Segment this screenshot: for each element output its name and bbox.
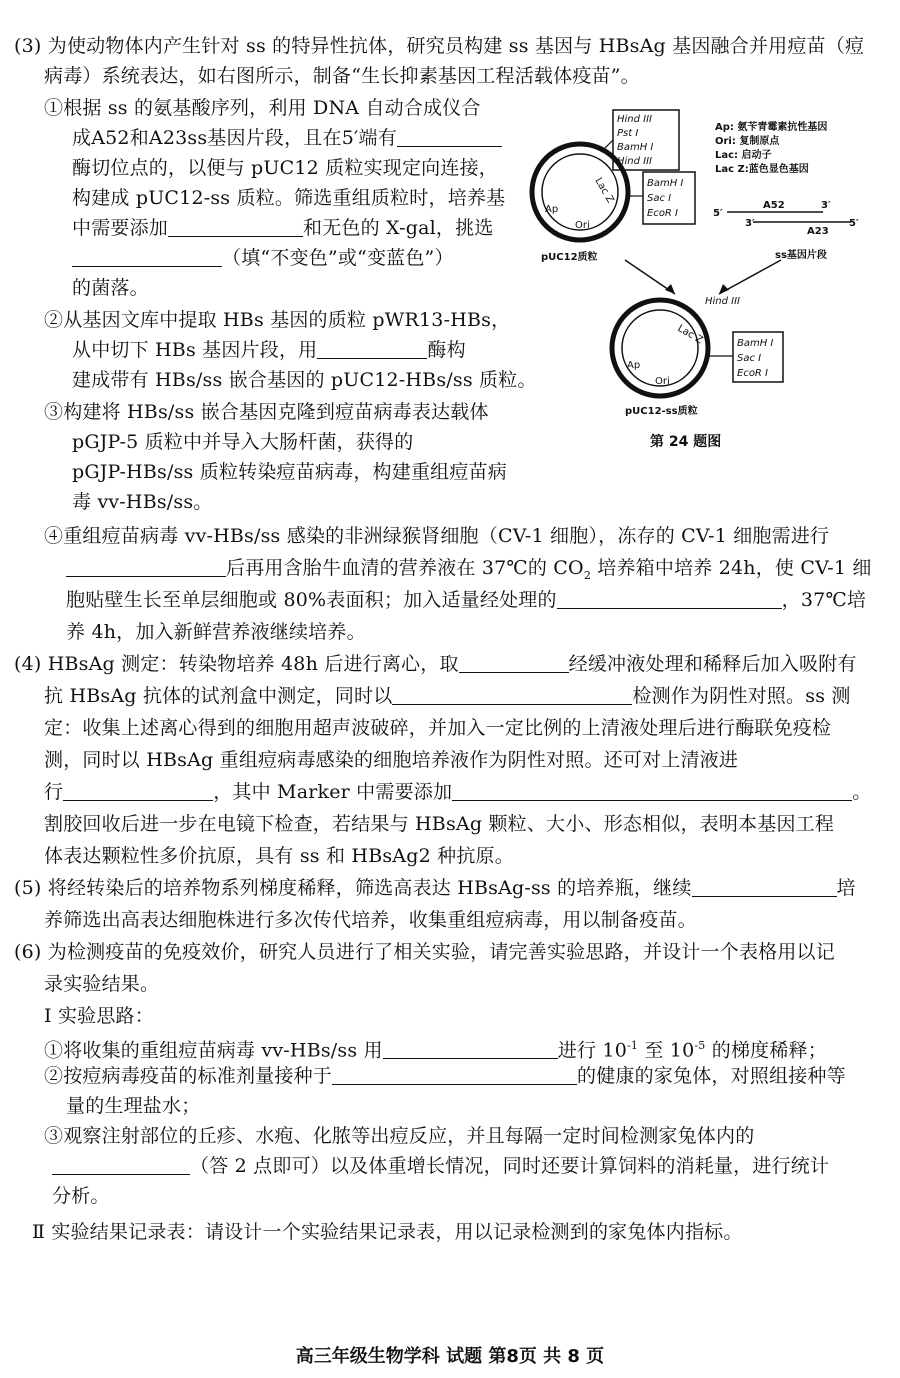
arrow-right <box>719 260 781 294</box>
q4-line5: 行 ，其中 Marker 中需要添加 。 <box>44 781 872 803</box>
legend-ori: Ori: 复制原点 <box>715 136 780 147</box>
three-prime-a52: 3′ <box>821 200 831 211</box>
q3-step3-line4: 毒 vv-HBs/ss。 <box>72 491 213 513</box>
q3-step4-line1: ④重组痘苗病毒 vv-HBs/ss 感染的非洲绿猴肾细胞（CV-1 细胞），冻存的 CV-1 细胞需进行 <box>44 525 830 547</box>
q6-line1: (6) 为检测疫苗的免疫效价，研究人员进行了相关实验，请完善实验思路，并设计一个表格用以记 <box>14 941 835 963</box>
site-pst1: Pst I <box>617 128 639 139</box>
answer-blank[interactable] <box>692 878 837 897</box>
answer-blank[interactable] <box>383 1040 558 1059</box>
q3-step2-line3: 建成带有 HBs/ss 嵌合基因的 pUC12-HBs/ss 质粒。 <box>72 369 537 391</box>
ap-label-p2: Ap <box>627 360 641 371</box>
plasmid-figure <box>505 100 895 460</box>
q3-step3-line1: ③构建将 HBs/ss 嵌合基因克隆到痘苗病毒表达载体 <box>44 401 489 423</box>
q3-step1-line3: 酶切位点的，以便与 pUC12 质粒实现定向连接， <box>72 157 498 179</box>
site-sac1: Sac I <box>647 193 672 204</box>
site-ecor1: EcoR I <box>647 208 679 219</box>
q3-step2-line2: 从中切下 HBs 基因片段，用 酶构 <box>72 339 466 361</box>
q3-step1-line6: （填“不变色”或“变蓝色”） <box>72 246 454 270</box>
q3-step4-line2: 后再用含胎牛血清的营养液在 37℃的 $CO_2$ 培养箱中培养 24h，使 CV-1 细 <box>66 556 872 588</box>
answer-blank[interactable] <box>459 654 569 673</box>
plasmid2-label: pUC12-ss质粒 <box>625 406 698 417</box>
q3-step1-line2: 成A52和A23ss基因片段，且在5′端有 <box>72 126 502 150</box>
lacz-label: Lac Z <box>592 176 616 206</box>
q4-line3: 定：收集上述离心得到的细胞用超声波破碎，并加入一定比例的上清液处理后进行酶联免疫检 <box>44 717 832 739</box>
answer-blank[interactable] <box>168 218 303 237</box>
q4-line4: 测，同时以 HBsAg 重组痘病毒感染的细胞培养液作为阴性对照。还可对上清液进 <box>44 749 739 771</box>
answer-blank[interactable] <box>397 128 502 147</box>
answer-blank[interactable] <box>52 1156 190 1175</box>
q6-idea3-end: 分析。 <box>52 1185 110 1207</box>
q6-heading-table: Ⅱ 实验结果记录表：请设计一个实验结果记录表，用以记录检测到的家兔体内指标。 <box>32 1221 743 1243</box>
q3-step1-line4: 构建成 pUC12-ss 质粒。筛选重组质粒时，培养基 <box>72 187 506 209</box>
q3-step3-line3: pGJP-HBs/ss 质粒转染痘苗病毒，构建重组痘苗病 <box>72 461 507 483</box>
q6-idea2-cont: 量的生理盐水； <box>66 1095 201 1117</box>
q6-line2: 录实验结果。 <box>44 973 160 995</box>
site-bamh1: BamH I <box>647 178 684 189</box>
q3-step2-line1: ②从基因文库中提取 HBs 基因的质粒 pWR13-HBs， <box>44 309 511 331</box>
q6-heading-ideas: Ⅰ 实验思路： <box>44 1005 154 1027</box>
q6-idea2: ②按痘病毒疫苗的标准剂量接种于 的健康的家兔体，对照组接种等 <box>44 1065 846 1087</box>
answer-blank[interactable] <box>63 782 213 801</box>
lacz-label-p2: Lac Z <box>675 323 705 347</box>
site-hind3-top: Hind III <box>617 114 653 125</box>
five-prime-a52: 5′ <box>713 208 723 219</box>
answer-blank[interactable] <box>392 686 632 705</box>
site-sac1-p2: Sac I <box>737 353 762 364</box>
fragment-label: ss基因片段 <box>775 250 827 261</box>
arrowhead-right <box>719 284 729 294</box>
site-bamh1-top: BamH I <box>617 142 654 153</box>
q3-intro-line1: (3) 为使动物体内产生针对 ss 的特异性抗体，研究员构建 ss 基因与 HBsAg 基因融合并用痘苗（痘 <box>14 35 865 57</box>
q6-idea1: ①将收集的重组痘苗病毒 vv-HBs/ss 用 进行 $10^{-1}$ 至 $10^{-5}$ 的梯度稀释； <box>44 1039 827 1062</box>
site-bamh1-p2: BamH I <box>737 338 774 349</box>
q3-step1-line1: ①根据 ss 的氨基酸序列，利用 DNA 自动合成仪合 <box>44 97 481 119</box>
q3-step1-line5: 中需要添加 和无色的 X-gal，挑选 <box>72 217 494 239</box>
q3-step4-line3: 胞贴壁生长至单层细胞或 80%表面积；加入适量经处理的 ，37℃培 <box>66 589 867 611</box>
five-prime-a23: 5′ <box>849 218 859 229</box>
answer-blank[interactable] <box>317 340 427 359</box>
site-hind3-p2: Hind III <box>705 296 741 307</box>
three-prime-a23: 3′ <box>745 218 755 229</box>
q4-line2: 抗 HBsAg 抗体的试剂盒中测定，同时以 检测作为阴性对照。ss 测 <box>44 685 851 707</box>
answer-blank[interactable] <box>66 558 226 577</box>
legend-lac: Lac: 启动子 <box>715 150 772 161</box>
legend-ap: Ap: 氨苄青霉素抗性基因 <box>715 122 828 133</box>
answer-blank[interactable] <box>332 1066 577 1085</box>
a52-label: A52 <box>763 200 785 211</box>
q3-step4-line4: 养 4h，加入新鲜营养液继续培养。 <box>66 621 366 643</box>
q4-line1: (4) HBsAg 测定：转染物培养 48h 后进行离心，取 经缓冲液处理和稀释后加入吸附有 <box>14 653 857 675</box>
ap-label: Ap <box>545 204 559 215</box>
page-footer: 高三年级生物学科 试题 第8页 共 8 页 <box>295 1346 605 1367</box>
q3-step3-line2: pGJP-5 质粒中并导入大肠杆菌，获得的 <box>72 431 414 453</box>
ori-label-p2: Ori <box>655 376 670 387</box>
ori-label: Ori <box>575 220 590 231</box>
q6-idea3: ③观察注射部位的丘疹、水疱、化脓等出痘反应，并且每隔一定时间检测家兔体内的 <box>44 1125 755 1147</box>
site-hind3-2: Hind III <box>617 156 653 167</box>
answer-blank[interactable] <box>72 248 222 267</box>
q5-line1: (5) 将经转染后的培养物系列梯度稀释，筛选高表达 HBsAg-ss 的培养瓶，继续 培 <box>14 877 856 899</box>
q4-line6: 割胶回收后进一步在电镜下检查，若结果与 HBsAg 颗粒、大小、形态相似，表明本基因工程 <box>44 813 835 835</box>
q3-intro-line2: 病毒）系统表达，如右图所示，制备“生长抑素基因工程活载体疫苗”。 <box>44 65 640 87</box>
plasmid1-label: pUC12质粒 <box>541 252 598 263</box>
arrowhead-left <box>665 284 675 294</box>
site-ecor1-p2: EcoR I <box>737 368 769 379</box>
figure-caption: 第 24 题图 <box>650 434 722 450</box>
q3-step1-line7: 的菌落。 <box>72 277 149 299</box>
answer-blank[interactable] <box>452 782 852 801</box>
q4-line7: 体表达颗粒性多价抗原，具有 ss 和 HBsAg2 种抗原。 <box>44 845 514 867</box>
legend-lacz: Lac Z:蓝色显色基因 <box>715 164 809 175</box>
q5-line2: 养筛选出高表达细胞株进行多次传代培养，收集重组痘病毒，用以制备疫苗。 <box>44 909 697 931</box>
answer-blank[interactable] <box>557 590 782 609</box>
q6-idea3-cont: （答 2 点即可）以及体重增长情况，同时还要计算饲料的消耗量，进行统计 <box>52 1154 829 1178</box>
a23-label: A23 <box>807 226 829 237</box>
